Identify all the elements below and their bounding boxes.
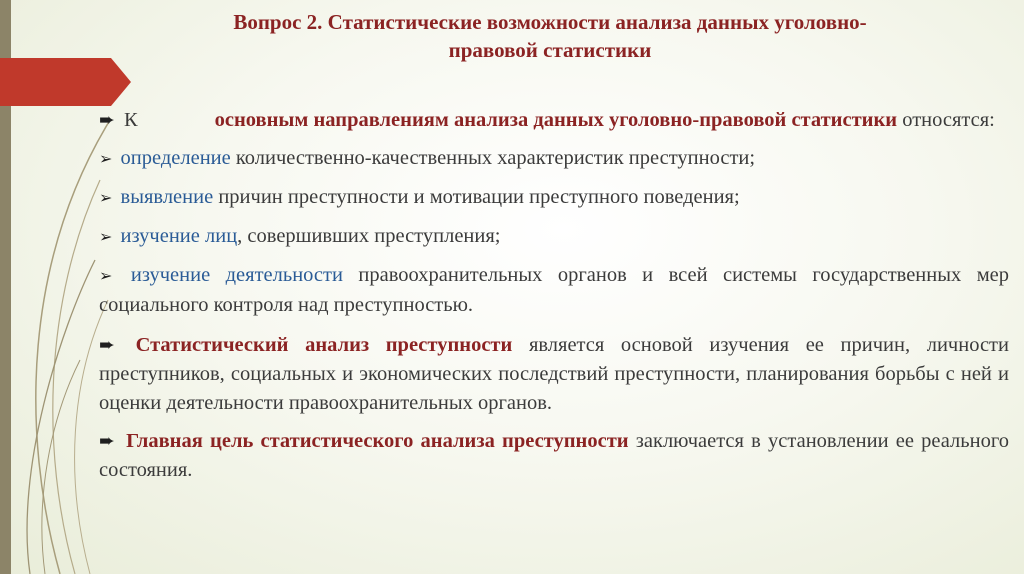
title-line-2: правовой статистики bbox=[448, 38, 652, 62]
item-highlight: определение bbox=[120, 147, 231, 169]
item-highlight: выявление bbox=[120, 186, 214, 208]
intro-highlight: основным направлениям анализа данных уголовно-правовой статистики bbox=[214, 109, 898, 131]
arrow-right-icon: ➨ bbox=[99, 431, 115, 452]
title-line-1: Вопрос 2. Статистические возможности анализа данных уголовно- bbox=[233, 10, 867, 34]
item-highlight: изучение деятельности bbox=[130, 264, 343, 286]
item-text: , совершивших преступления; bbox=[237, 225, 501, 247]
list-item bbox=[99, 261, 1009, 320]
item-text: причин преступности и мотивации преступного поведения; bbox=[218, 186, 740, 208]
item-text: правоохранительных органов и всей системы государственных мер социального контроля над преступностью. bbox=[99, 264, 1010, 316]
analysis-text: является основой изучения ее причин, личности преступников, социальных и экономических последствий преступности, планирования борьбы с ней и оценки деятельности правоохранительных органов. bbox=[99, 334, 1009, 414]
arrow-right-icon: ➨ bbox=[99, 110, 115, 131]
item-highlight: изучение лиц bbox=[120, 225, 238, 247]
goal-highlight: Главная цель статистического анализа преступности bbox=[126, 430, 629, 452]
arrowhead-check-icon: ➢ bbox=[99, 190, 113, 207]
item-text: количественно-качественных характеристик преступности; bbox=[235, 147, 756, 169]
list-item bbox=[99, 144, 1009, 174]
arrow-right-icon: ➨ bbox=[99, 335, 115, 356]
analysis-paragraph bbox=[99, 331, 1009, 418]
slide-title bbox=[170, 8, 930, 64]
goal-text: заключается в установлении ее реального состояния. bbox=[99, 430, 1009, 481]
list-item bbox=[99, 222, 1009, 252]
analysis-highlight: Статистический анализ преступности bbox=[135, 334, 513, 356]
arrowhead-check-icon: ➢ bbox=[99, 229, 113, 246]
intro-prefix: К bbox=[124, 109, 138, 131]
list-item bbox=[99, 183, 1009, 213]
ribbon-arrow bbox=[0, 58, 131, 106]
slide-body bbox=[99, 106, 1009, 485]
intro-suffix: относятся: bbox=[902, 109, 995, 131]
intro-paragraph bbox=[99, 106, 1009, 135]
arrowhead-check-icon: ➢ bbox=[99, 151, 113, 168]
goal-paragraph bbox=[99, 427, 1009, 485]
arrowhead-check-icon: ➢ bbox=[99, 268, 113, 285]
